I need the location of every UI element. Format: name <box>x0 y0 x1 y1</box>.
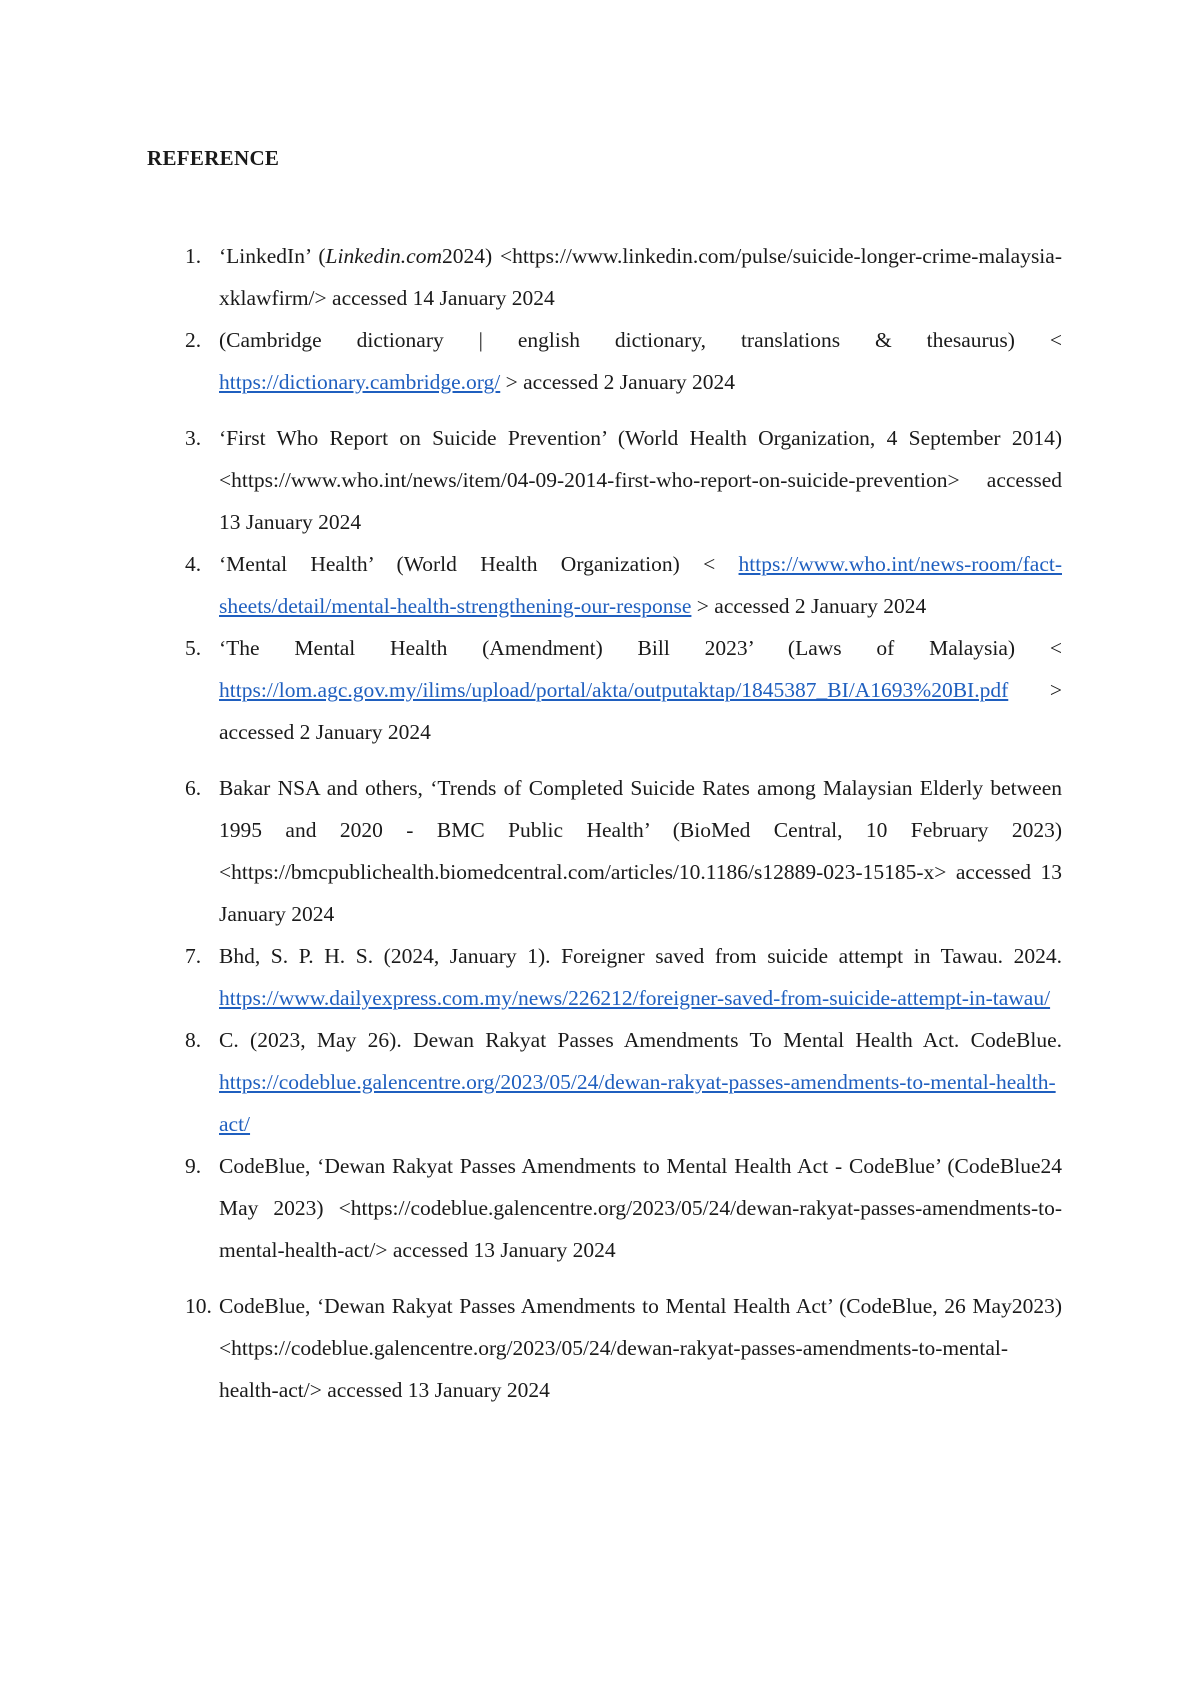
reference-list <box>147 235 1062 1411</box>
reference-number: 5. <box>185 636 202 660</box>
reference-number: 4. <box>185 552 202 576</box>
reference-text: ‘LinkedIn’ ( <box>219 244 326 268</box>
reference-text: ‘First Who Report on Suicide Prevention’ (World Health Organization, 4 September 2014)<https://www.who.int/news/item/04-09-2014-first-who-report-on-suicide-prevention> accessed 13 January 2024 <box>219 426 1062 534</box>
reference-item-9 <box>147 1145 1062 1271</box>
reference-italic-source: Linkedin.com <box>325 244 442 268</box>
reference-link[interactable]: https://www.dailyexpress.com.my/news/226212/foreigner-saved-from-suicide-attempt-in-tawau/ <box>219 986 1051 1010</box>
reference-item-5 <box>147 627 1062 753</box>
reference-item-3 <box>147 417 1062 543</box>
reference-text: > accessed 2 January 2024 <box>219 678 1062 744</box>
reference-number: 9. <box>185 1154 202 1178</box>
reference-item-2 <box>147 319 1062 403</box>
reference-text: Bakar NSA and others, ‘Trends of Completed Suicide Rates among Malaysian Elderly between 1995 and 2020 - BMC Public Health’ (BioMed Central, 10 February 2023)<https://bmcpublichealth.biomedcentral.com/articles/10.1186/s12889-023-15185-x> accessed 13 January 2024 <box>219 776 1062 926</box>
page-title: REFERENCE <box>147 146 280 170</box>
reference-text: ‘The Mental Health (Amendment) Bill 2023’ (Laws of Malaysia) < <box>219 636 1062 660</box>
reference-text: C. (2023, May 26). Dewan Rakyat Passes Amendments To Mental Health Act. CodeBlue. <box>219 1028 1062 1052</box>
reference-item-1 <box>147 235 1062 319</box>
reference-text: > accessed 2 January 2024 <box>691 594 927 618</box>
reference-link[interactable]: https://codeblue.galencentre.org/2023/05/24/dewan-rakyat-passes-amendments-to-mental-health-act/ <box>219 1070 1056 1136</box>
reference-item-10 <box>147 1285 1062 1411</box>
reference-number: 1. <box>185 244 202 268</box>
reference-link[interactable]: https://lom.agc.gov.my/ilims/upload/portal/akta/outputaktap/1845387_BI/A1693%20BI.pdf <box>219 678 1009 702</box>
reference-item-4 <box>147 543 1062 627</box>
reference-number: 7. <box>185 944 202 968</box>
reference-text: 2024) <https://www.linkedin.com/pulse/suicide-longer-crime-malaysia-xklawfirm/> accessed 14 January 2024 <box>219 244 1062 310</box>
reference-number: 3. <box>185 426 202 450</box>
reference-number: 10. <box>185 1294 212 1318</box>
reference-text: (Cambridge dictionary | english dictionary, translations & thesaurus) < <box>219 328 1062 352</box>
reference-item-8 <box>147 1019 1062 1145</box>
reference-text: CodeBlue, ‘Dewan Rakyat Passes Amendments to Mental Health Act’ (CodeBlue, 26 May2023)<https://codeblue.galencentre.org/2023/05/24/dewan-rakyat-passes-amendments-to-mental-health-act/> accessed 13 January 2024 <box>219 1294 1062 1402</box>
reference-item-7 <box>147 935 1062 1019</box>
reference-number: 6. <box>185 776 202 800</box>
reference-number: 8. <box>185 1028 202 1052</box>
reference-text: Bhd, S. P. H. S. (2024, January 1). Foreigner saved from suicide attempt in Tawau. 2024. <box>219 944 1062 968</box>
reference-text: CodeBlue, ‘Dewan Rakyat Passes Amendments to Mental Health Act - CodeBlue’ (CodeBlue24 May 2023) <https://codeblue.galencentre.org/2023/05/24/dewan-rakyat-passes-amendments-to-mental-health-act/> accessed 13 January 2024 <box>219 1154 1062 1262</box>
reference-text: > accessed 2 January 2024 <box>500 370 736 394</box>
reference-link[interactable]: https://dictionary.cambridge.org/ <box>219 370 501 394</box>
reference-number: 2. <box>185 328 202 352</box>
reference-item-6 <box>147 767 1062 935</box>
reference-link[interactable]: https://www.who.int/news-room/fact-sheets/detail/mental-health-strengthening-our-response <box>219 552 1062 618</box>
reference-text: ‘Mental Health’ (World Health Organization) < <box>219 552 739 576</box>
